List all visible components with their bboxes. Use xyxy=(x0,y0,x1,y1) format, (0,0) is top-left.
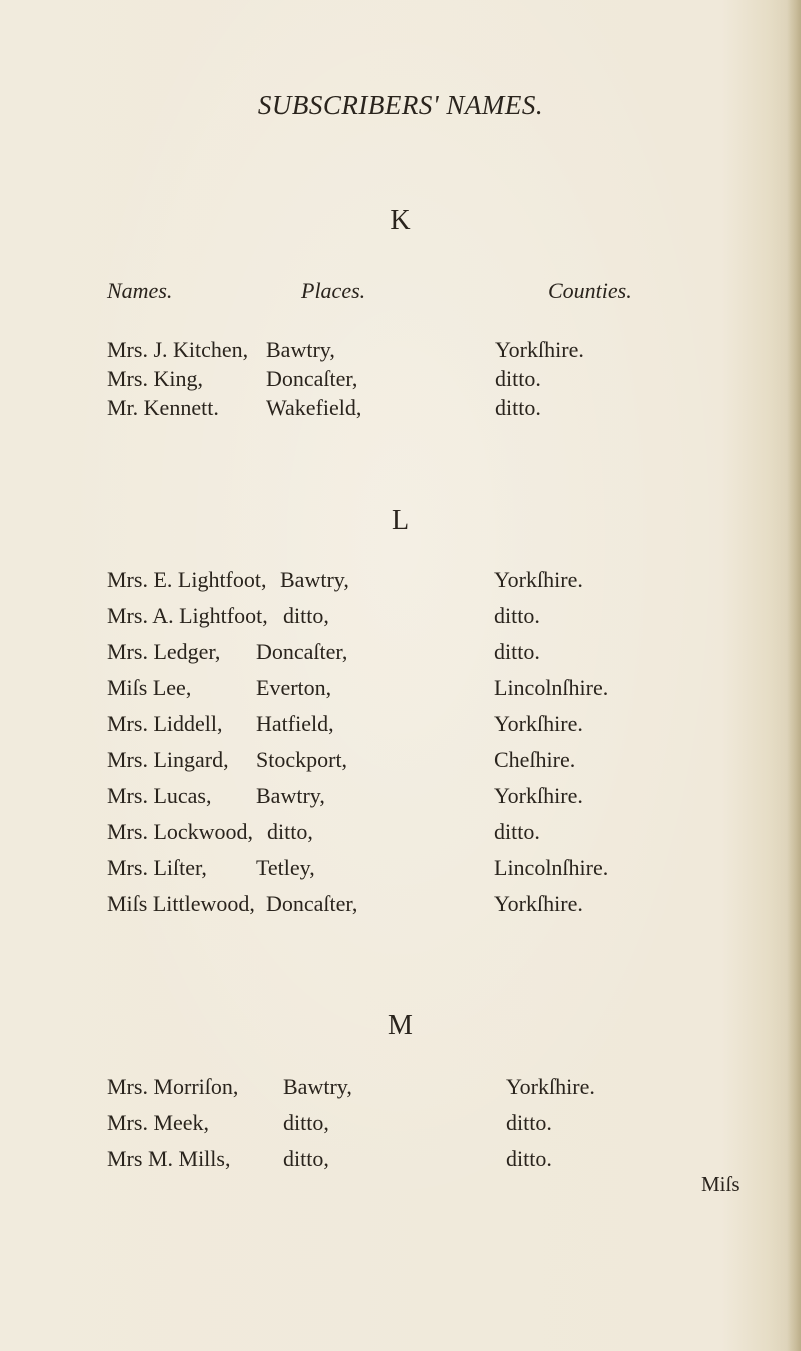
subscriber-county: Lincolnſhire. xyxy=(494,675,609,700)
column-header-places: Places. xyxy=(301,278,366,303)
subscriber-place: Doncaſter, xyxy=(266,366,358,391)
subscriber-place: Everton, xyxy=(256,675,332,700)
list-item xyxy=(0,891,801,921)
list-item xyxy=(0,337,801,367)
subscriber-county: ditto. xyxy=(495,366,541,391)
subscriber-name: Mr. Kennett. xyxy=(107,395,219,420)
subscriber-name: Mrs. King, xyxy=(107,366,203,391)
subscriber-county: ditto. xyxy=(494,603,540,628)
subscriber-name: Mrs. Morriſon, xyxy=(107,1074,239,1099)
list-item xyxy=(0,783,801,813)
list-item xyxy=(0,639,801,669)
list-item xyxy=(0,747,801,777)
subscriber-county: ditto. xyxy=(495,395,541,420)
subscriber-county: ditto. xyxy=(506,1110,552,1135)
list-item xyxy=(0,1146,801,1176)
subscriber-name: Mrs. Meek, xyxy=(107,1110,210,1135)
subscriber-county: Yorkſhire. xyxy=(506,1074,595,1099)
subscriber-name: Mrs. Liddell, xyxy=(107,711,223,736)
list-item xyxy=(0,855,801,885)
subscriber-place: Tetley, xyxy=(256,855,315,880)
catchword: Miſs xyxy=(701,1172,740,1196)
list-item xyxy=(0,1110,801,1140)
list-item xyxy=(0,567,801,597)
subscriber-place: Hatfield, xyxy=(256,711,334,736)
subscriber-county: Lincolnſhire. xyxy=(494,855,609,880)
subscriber-name: Mrs. Lingard, xyxy=(107,747,229,772)
subscriber-county: Yorkſhire. xyxy=(494,567,583,592)
subscriber-name: Mrs. J. Kitchen, xyxy=(107,337,249,362)
section-letter-m: M xyxy=(388,1010,413,1041)
list-item xyxy=(0,675,801,705)
subscriber-county: Yorkſhire. xyxy=(495,337,584,362)
column-header-counties: Counties. xyxy=(548,278,632,303)
section-letter-l: L xyxy=(391,505,410,536)
list-item xyxy=(0,819,801,849)
list-item xyxy=(0,395,801,425)
subscriber-place: ditto, xyxy=(283,603,329,628)
subscriber-name: Miſs Littlewood, xyxy=(107,891,255,916)
section-letter-k: K xyxy=(390,205,411,236)
subscriber-place: Bawtry, xyxy=(283,1074,352,1099)
subscriber-place: Bawtry, xyxy=(280,567,349,592)
subscriber-name: Mrs. E. Lightfoot, xyxy=(107,567,267,592)
subscriber-name: Mrs. Lockwood, xyxy=(107,819,254,844)
subscriber-name: Mrs. Liſter, xyxy=(107,855,207,880)
subscriber-county: ditto. xyxy=(494,819,540,844)
subscriber-place: Doncaſter, xyxy=(266,891,358,916)
subscriber-place: ditto, xyxy=(283,1110,329,1135)
subscriber-place: Wakefield, xyxy=(266,395,362,420)
subscriber-place: Bawtry, xyxy=(256,783,325,808)
subscriber-place: Bawtry, xyxy=(266,337,335,362)
column-headers xyxy=(0,278,801,308)
subscriber-county: Yorkſhire. xyxy=(494,783,583,808)
column-header-names: Names. xyxy=(107,278,173,303)
page-title: SUBSCRIBERS' NAMES. xyxy=(257,90,544,120)
list-item xyxy=(0,366,801,396)
subscriber-name: Miſs Lee, xyxy=(107,675,192,700)
subscriber-county: Yorkſhire. xyxy=(494,711,583,736)
subscriber-place: ditto, xyxy=(267,819,313,844)
list-item xyxy=(0,711,801,741)
subscriber-county: Cheſhire. xyxy=(494,747,576,772)
subscriber-name: Mrs. Lucas, xyxy=(107,783,212,808)
subscriber-name: Mrs. Ledger, xyxy=(107,639,221,664)
subscriber-name: Mrs M. Mills, xyxy=(107,1146,231,1171)
subscriber-county: ditto. xyxy=(494,639,540,664)
subscriber-name: Mrs. A. Lightfoot, xyxy=(107,603,268,628)
list-item xyxy=(0,1074,801,1104)
subscriber-place: Stockport, xyxy=(256,747,348,772)
subscriber-place: ditto, xyxy=(283,1146,329,1171)
list-item xyxy=(0,603,801,633)
subscriber-county: ditto. xyxy=(506,1146,552,1171)
subscriber-place: Doncaſter, xyxy=(256,639,348,664)
subscriber-county: Yorkſhire. xyxy=(494,891,583,916)
